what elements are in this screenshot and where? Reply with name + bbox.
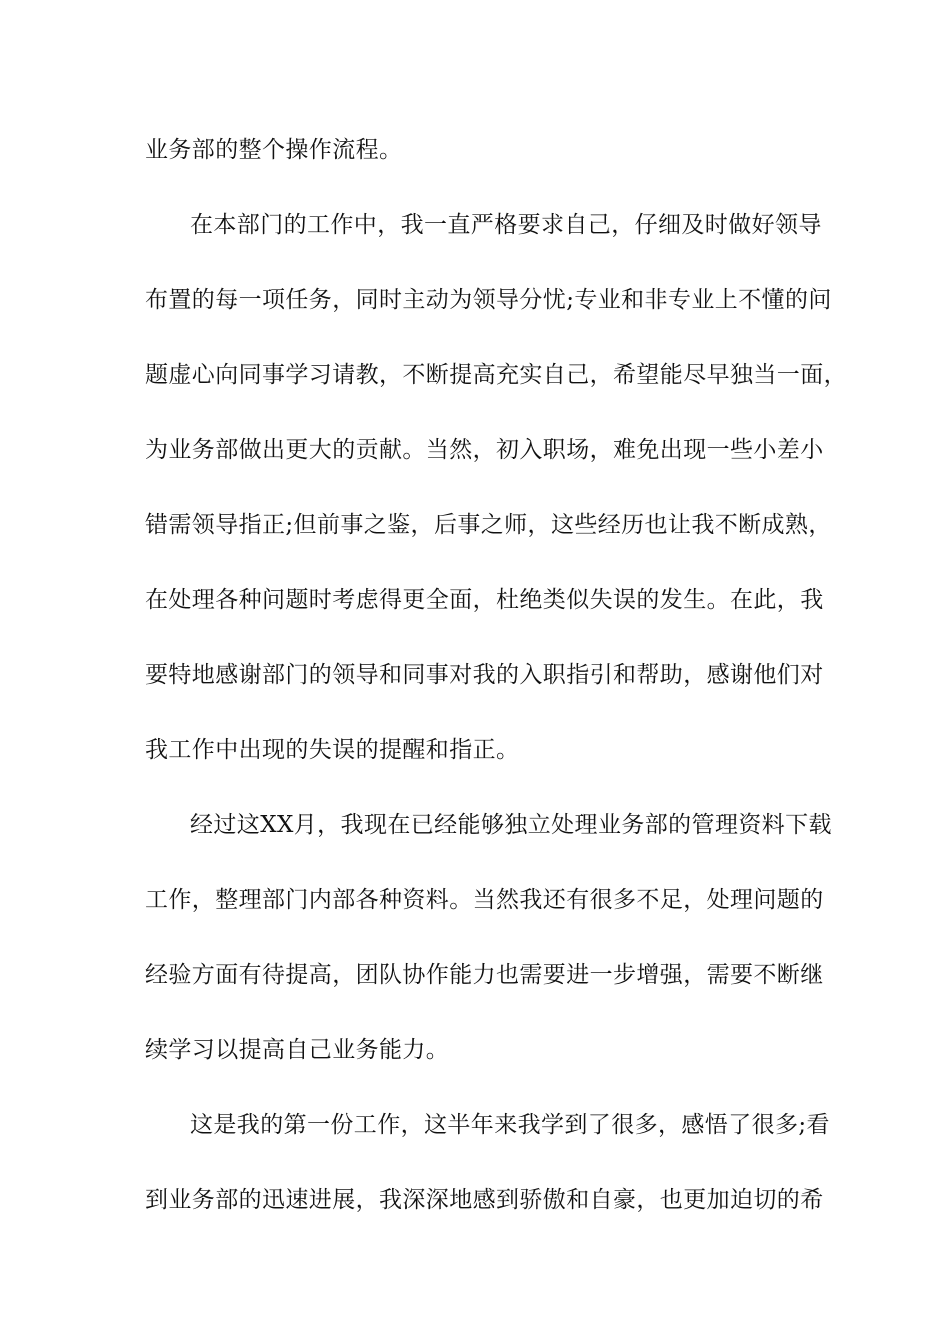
paragraph-start-line: 经过这XX月，我现在已经能够独立处理业务部的管理资料下载 [190,812,832,838]
text-line: 到业务部的迅速进展，我深深地感到骄傲和自豪，也更加迫切的希 [145,1187,824,1213]
text-line: 在处理各种问题时考虑得更全面，杜绝类似失误的发生。在此，我 [145,587,824,613]
text-line: 我工作中出现的失误的提醒和指正。 [145,737,520,763]
text-line: 经验方面有待提高，团队协作能力也需要进一步增强，需要不断继 [145,962,824,988]
text-line: 题虚心向同事学习请教，不断提高充实自己，希望能尽早独当一面， [145,362,847,388]
paragraph-start-line: 在本部门的工作中，我一直严格要求自己，仔细及时做好领导 [190,212,822,238]
text-line: 为业务部做出更大的贡献。当然，初入职场，难免出现一些小差小 [145,437,824,463]
text-line: 错需领导指正;但前事之鉴，后事之师，这些经历也让我不断成熟， [145,512,832,538]
text-line: 要特地感谢部门的领导和同事对我的入职指引和帮助，感谢他们对 [145,662,824,688]
text-line: 续学习以提高自己业务能力。 [145,1037,450,1063]
text-line: 工作，整理部门内部各种资料。当然我还有很多不足，处理问题的 [145,887,824,913]
text-line: 布置的每一项任务，同时主动为领导分忧;专业和非专业上不懂的问 [145,287,832,313]
text-line: 业务部的整个操作流程。 [145,137,403,163]
paragraph-start-line: 这是我的第一份工作，这半年来我学到了很多，感悟了很多;看 [190,1112,830,1138]
